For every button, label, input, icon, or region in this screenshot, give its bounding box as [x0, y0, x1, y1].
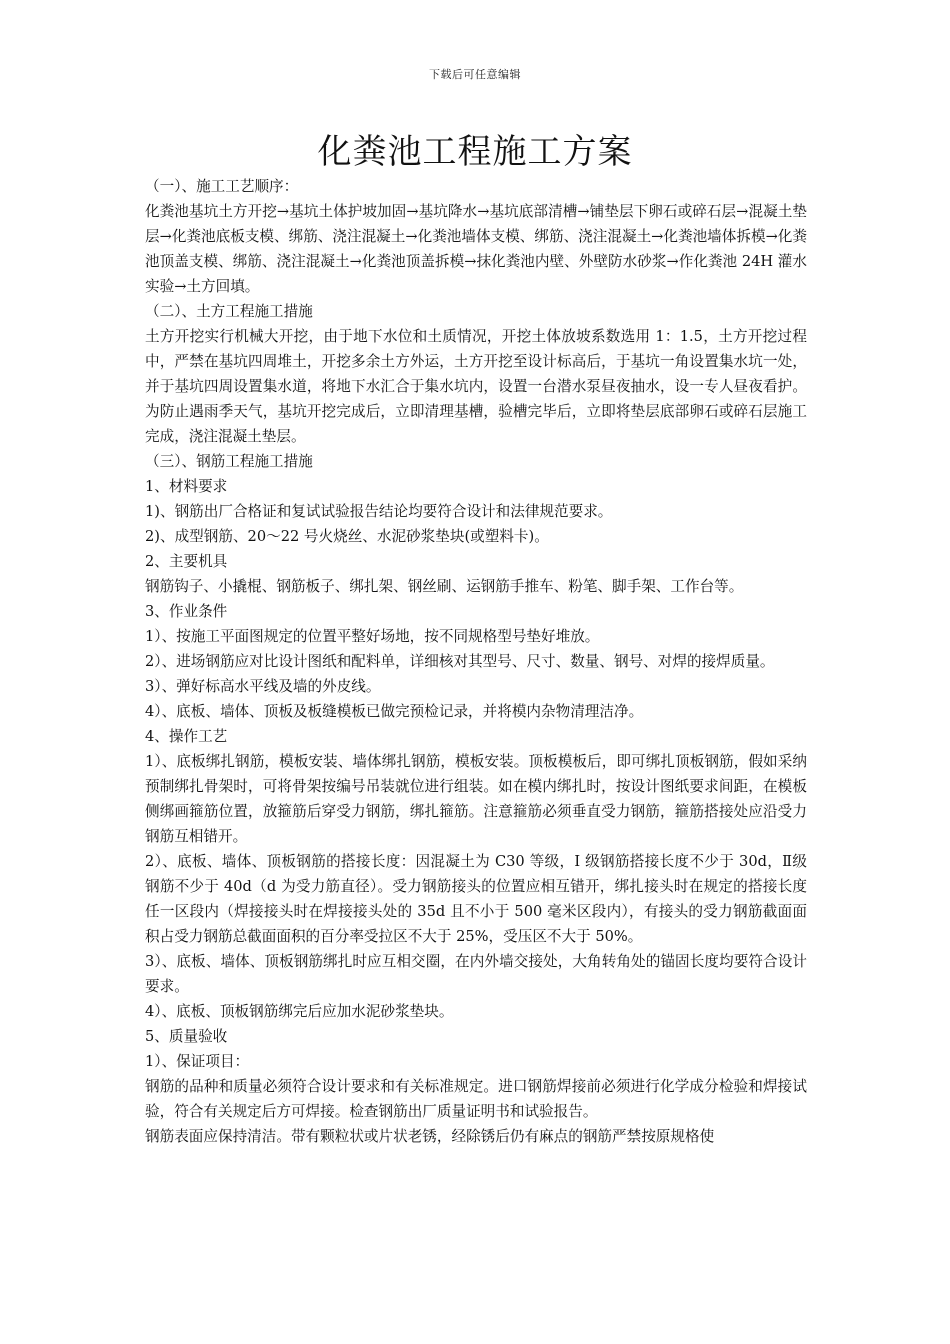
section-heading-rebar: （三）、钢筋工程施工措施 [145, 453, 313, 470]
list-item-condition-1: 1）、按施工平面图规定的位置平整好场地，按不同规格型号垫好堆放。 [145, 628, 600, 645]
list-item-condition-2: 2）、进场钢筋应对比设计图纸和配料单，详细核对其型号、尺寸、数量、钢号、对焊的接焊质量。 [145, 653, 775, 670]
section-heading-process-order: （一）、施工工艺顺序： [145, 178, 299, 195]
list-item-operation-2: 2）、底板、墙体、顶板钢筋的搭接长度：因混凝土为 C30 等级，I 级钢筋搭接长度不少于 30d，Ⅱ级钢筋不少于 40d（d 为受力筋直径）。受力钢筋接头的位置应相互错开，绑扎接头时在规定的搭接长度任一区段内（焊接接头时在焊接接头处的 35d 且不小于 500 毫米区段内），有接头的受力钢筋截面面积占受力钢筋总截面面积的百分率受拉区不大于 25%，受压区不大于 50%。 [145, 853, 807, 945]
header-note: 下载后可任意编辑 [429, 68, 521, 81]
paragraph-tools-list: 钢筋钩子、小撬棍、钢筋板子、绑扎架、钢丝刷、运钢筋手推车、粉笔、脚手架、工作台等。 [145, 578, 744, 595]
list-item-operation-3: 3）、底板、墙体、顶板钢筋绑扎时应互相交圈，在内外墙交接处，大角转角处的锚固长度均要符合设计要求。 [145, 953, 807, 995]
list-item-material-1: 1)、钢筋出厂合格证和复试试验报告结论均要符合设计和法律规范要求。 [145, 503, 613, 520]
list-item-material-2: 2)、成型钢筋、20～22 号火烧丝、水泥砂浆垫块(或塑料卡)。 [145, 528, 549, 545]
document-body [145, 174, 807, 1149]
list-item-condition-4: 4）、底板、墙体、顶板及板缝模板已做完预检记录，并将模内杂物清理洁净。 [145, 703, 644, 720]
paragraph-rebar-surface: 钢筋表面应保持清洁。带有颗粒状或片状老锈，经除锈后仍有麻点的钢筋严禁按原规格使 [145, 1128, 715, 1145]
subheading-material-requirements: 1、材料要求 [145, 478, 228, 495]
subheading-main-tools: 2、主要机具 [145, 553, 228, 570]
paragraph-process-sequence: 化粪池基坑土方开挖→基坑土体护坡加固→基坑降水→基坑底部清槽→铺垫层下卵石或碎石层→混凝土垫层→化粪池底板支模、绑筋、浇注混凝土→化粪池墙体支模、绑筋、浇注混凝土→化粪池墙体拆模→化粪池顶盖支模、绑筋、浇注混凝土→化粪池顶盖拆模→抹化粪池内壁、外壁防水砂浆→作化粪池 24H 灌水实验→土方回填。 [145, 203, 807, 295]
paragraph-earthwork-measures: 土方开挖实行机械大开挖，由于地下水位和土质情况，开挖土体放坡系数选用 1：1.5，土方开挖过程中，严禁在基坑四周堆土，开挖多余土方外运，土方开挖至设计标高后，于基坑一角设置集水坑一处，并于基坑四周设置集水道，将地下水汇合于集水坑内，设置一台潜水泵昼夜抽水，设一专人昼夜看护。为防止遇雨季天气，基坑开挖完成后，立即清理基槽，验槽完毕后，立即将垫层底部卵石或碎石层施工完成，浇注混凝土垫层。 [145, 328, 807, 445]
section-heading-earthwork: （二）、土方工程施工措施 [145, 303, 313, 320]
subheading-work-conditions: 3、作业条件 [145, 603, 228, 620]
paragraph-rebar-quality: 钢筋的品种和质量必须符合设计要求和有关标准规定。进口钢筋焊接前必须进行化学成分检验和焊接试验，符合有关规定后方可焊接。检查钢筋出厂质量证明书和试验报告。 [145, 1078, 807, 1120]
document-title: 化粪池工程施工方案 [317, 132, 633, 172]
subheading-operation-process: 4、操作工艺 [145, 728, 228, 745]
list-item-condition-3: 3）、弹好标高水平线及墙的外皮线。 [145, 678, 381, 695]
list-item-operation-4: 4）、底板、顶板钢筋绑完后应加水泥砂浆垫块。 [145, 1003, 454, 1020]
list-item-operation-1: 1）、底板绑扎钢筋，模板安装、墙体绑扎钢筋，模板安装。顶板模板后，即可绑扎顶板钢筋，假如采纳预制绑扎骨架时，可将骨架按编号吊装就位进行组装。如在模内绑扎时，按设计图纸要求间距，在模板侧绑画箍筋位置，放箍筋后穿受力钢筋，绑扎箍筋。注意箍筋必须垂直受力钢筋，箍筋搭接处应沿受力钢筋互相错开。 [145, 753, 807, 845]
list-item-guarantee-items: 1）、保证项目： [145, 1053, 250, 1070]
subheading-quality-acceptance: 5、质量验收 [145, 1028, 228, 1045]
